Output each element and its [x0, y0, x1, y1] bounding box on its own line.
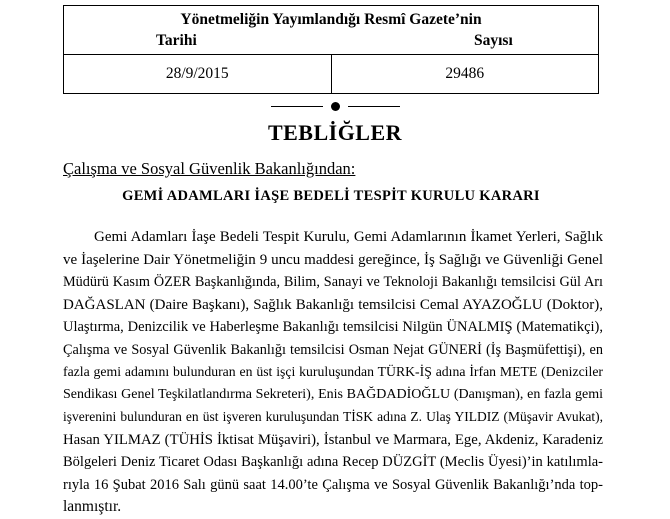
gazette-date-value: 28/9/2015 [64, 55, 332, 93]
divider-line-left [271, 106, 323, 107]
ministry-heading: Çalışma ve Sosyal Güvenlik Bakanlığından: [63, 159, 356, 178]
decision-title: GEMİ ADAMLARI İAŞE BEDELİ TESPİT KURULU KARARI [122, 188, 540, 204]
gazette-date-label: Tarihi [156, 32, 197, 49]
divider-line-right [348, 106, 400, 107]
section-title: TEBLİĞLER [267, 120, 403, 145]
divider-dot [331, 102, 340, 111]
body-line: Ulaştırma, Denizcilik ve Haberleşme Bakanlığı temsilcisi Nilgün ÜNALMIŞ (Matematikçi), [63, 319, 603, 335]
section-divider [0, 100, 670, 112]
gazette-info-table [63, 5, 599, 94]
body-line: Bölgeleri Deniz Ticaret Odası Başkanlığı adına Recep DÜZGİT (Meclis Üyesi)’in katılımla- [63, 454, 603, 470]
body-line: Çalışma ve Sosyal Güvenlik Bakanlığı temsilcisi Osman Nejat GÜNERİ (İş Başmüfettişi), en [63, 341, 603, 358]
body-line: işverenini bulunduran en üst işveren kuruluşundan TİSK adına Z. Ulaş YILDIZ (Müşavir Avukat), [63, 409, 603, 424]
gazette-title: Yönetmeliğin Yayımlandığı Resmî Gazete’nin [180, 11, 482, 28]
decision-body [63, 226, 603, 519]
body-line: Gemi Adamları İaşe Bedeli Tespit Kurulu, Gemi Adamlarının İkamet Yerleri, Sağlık [94, 229, 603, 245]
gazette-table-header [64, 6, 598, 55]
body-line: rıyla 16 Şubat 2016 Salı günü saat 14.00’te Çalışma ve Sosyal Güvenlik Bakanlığı’nda top- [63, 476, 603, 493]
gazette-number-value: 29486 [445, 65, 485, 82]
body-line: Hasan YILMAZ (TÜHİS İktisat Müşaviri), İstanbul ve Marmara, Ege, Akdeniz, Karadeniz [63, 431, 603, 448]
gazette-table-values [64, 55, 598, 93]
body-line: lanmıştır. [63, 498, 122, 515]
gazette-number-label: Sayısı [474, 32, 513, 49]
body-line: ve İaşelerine Dair Yönetmeliğin 9 uncu maddesi gereğince, İş Sağlığı ve Güvenliği Genel [63, 251, 603, 268]
body-line: fazla gemi adamını bulunduran en üst işçi kuruluşundan TÜRK-İŞ adına İrfan METE (Denizciler [63, 364, 603, 379]
body-line: Müdürü Kasım ÖZER Başkanlığında, Bilim, Sanayi ve Teknoloji Bakanlığı temsilcisi Gül Arı [63, 274, 603, 290]
body-line: DAĞASLAN (Daire Başkanı), Sağlık Bakanlığı temsilcisi Cemal AYAZOĞLU (Doktor), [63, 296, 603, 313]
body-line: Sendikası Genel Teşkilatlandırma Sekreteri), Enis BAĞDADİOĞLU (Danışman), en fazla gemi [63, 386, 603, 402]
